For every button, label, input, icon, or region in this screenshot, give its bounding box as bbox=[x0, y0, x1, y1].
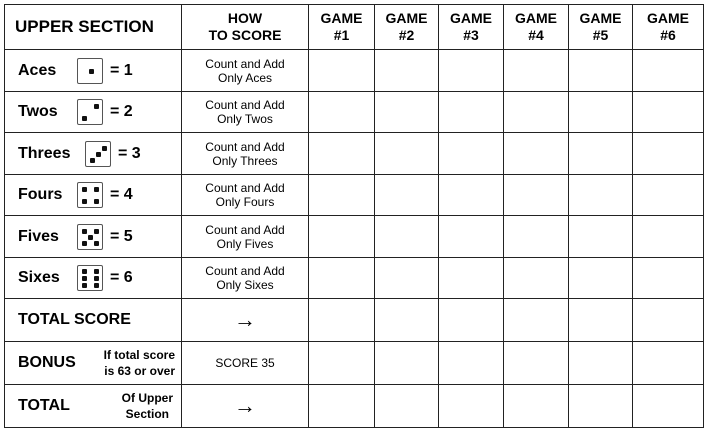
how-to-score-cell bbox=[182, 216, 309, 258]
category-label-cell bbox=[5, 216, 182, 258]
die-four-icon bbox=[77, 182, 103, 208]
score-cell[interactable] bbox=[309, 299, 375, 342]
die-pip bbox=[94, 276, 99, 281]
category-label-cell bbox=[5, 175, 182, 216]
score-cell[interactable] bbox=[375, 299, 439, 342]
score-cell[interactable] bbox=[569, 50, 633, 92]
bonus-label-cell bbox=[5, 342, 182, 385]
how-to-score-cell bbox=[182, 92, 309, 133]
category-label-cell bbox=[5, 92, 182, 133]
score-cell[interactable] bbox=[569, 385, 633, 428]
total-score-label-cell bbox=[5, 299, 182, 342]
how-line2: Only Sixes bbox=[216, 278, 274, 292]
how-line2: Only Twos bbox=[217, 112, 273, 126]
total-label-cell bbox=[5, 385, 182, 428]
score-cell[interactable] bbox=[309, 342, 375, 385]
game-header-number: #2 bbox=[398, 27, 415, 43]
game-header-2 bbox=[375, 5, 439, 50]
bonus-label: BONUS bbox=[18, 354, 76, 371]
score-cell[interactable] bbox=[504, 133, 569, 175]
header-row bbox=[5, 5, 704, 50]
die-pip bbox=[82, 229, 87, 234]
category-row-fours bbox=[5, 175, 704, 216]
category-row-twos bbox=[5, 92, 704, 133]
how-header-line2: TO SCORE bbox=[208, 27, 282, 43]
game-header-label: GAME bbox=[450, 10, 492, 26]
score-cell[interactable] bbox=[375, 133, 439, 175]
game-header-5 bbox=[569, 5, 633, 50]
score-cell[interactable] bbox=[633, 299, 704, 342]
score-cell[interactable] bbox=[439, 385, 504, 428]
die-pip bbox=[90, 158, 95, 163]
die-six-icon bbox=[77, 265, 103, 291]
die-pip bbox=[82, 199, 87, 204]
score-cell[interactable] bbox=[375, 50, 439, 92]
die-pip bbox=[89, 69, 94, 74]
die-pip bbox=[94, 104, 99, 109]
score-cell[interactable] bbox=[375, 92, 439, 133]
category-name: Fours bbox=[18, 186, 63, 203]
category-value: = 5 bbox=[110, 227, 133, 245]
section-title: UPPER SECTION bbox=[5, 5, 182, 50]
score-cell[interactable] bbox=[309, 216, 375, 258]
how-line1: Count and Add bbox=[205, 139, 285, 154]
score-cell[interactable] bbox=[633, 175, 704, 216]
category-value: = 4 bbox=[110, 186, 133, 203]
how-line1: Count and Add bbox=[205, 181, 285, 195]
score-cell[interactable] bbox=[569, 92, 633, 133]
category-value: = 1 bbox=[110, 61, 133, 79]
game-header-4 bbox=[504, 5, 569, 50]
upper-section-table bbox=[4, 4, 704, 428]
score-cell[interactable] bbox=[504, 299, 569, 342]
die-pip bbox=[94, 199, 99, 204]
score-cell[interactable] bbox=[633, 342, 704, 385]
bonus-note bbox=[104, 347, 175, 379]
how-to-score-cell bbox=[182, 50, 309, 92]
total-note-line2: Section bbox=[125, 407, 169, 421]
score-cell[interactable] bbox=[375, 175, 439, 216]
score-cell[interactable] bbox=[633, 92, 704, 133]
category-row-threes bbox=[5, 133, 704, 175]
total-note bbox=[122, 390, 173, 422]
how-to-score-cell bbox=[182, 175, 309, 216]
die-one-icon bbox=[77, 58, 103, 84]
how-to-score-header bbox=[182, 5, 309, 50]
score-cell[interactable] bbox=[439, 50, 504, 92]
score-cell[interactable] bbox=[309, 175, 375, 216]
game-header-label: GAME bbox=[515, 10, 557, 26]
score-cell[interactable] bbox=[439, 92, 504, 133]
game-header-label: GAME bbox=[320, 10, 363, 26]
score-cell[interactable] bbox=[569, 342, 633, 385]
score-cell[interactable] bbox=[439, 258, 504, 299]
die-two-icon bbox=[77, 99, 103, 125]
score-cell[interactable] bbox=[569, 175, 633, 216]
how-line2: Only Fours bbox=[215, 195, 275, 209]
score-cell[interactable] bbox=[504, 258, 569, 299]
score-cell[interactable] bbox=[504, 92, 569, 133]
game-header-number: #3 bbox=[463, 27, 479, 43]
bonus-row bbox=[5, 342, 704, 385]
die-pip bbox=[94, 229, 99, 234]
score-cell[interactable] bbox=[504, 342, 569, 385]
score-cell[interactable] bbox=[439, 216, 504, 258]
game-header-1 bbox=[309, 5, 375, 50]
die-pip bbox=[82, 269, 87, 274]
score-cell[interactable] bbox=[309, 50, 375, 92]
die-pip bbox=[88, 235, 93, 240]
game-header-6 bbox=[633, 5, 704, 50]
total-score-label: TOTAL SCORE bbox=[18, 311, 131, 328]
die-pip bbox=[94, 187, 99, 192]
right-arrow-icon: → bbox=[182, 385, 309, 428]
total-note-line1: Of Upper bbox=[121, 391, 173, 405]
category-row-fives bbox=[5, 216, 704, 258]
score-cell[interactable] bbox=[309, 92, 375, 133]
score-cell[interactable] bbox=[504, 385, 569, 428]
score-cell[interactable] bbox=[504, 216, 569, 258]
score-cell[interactable] bbox=[439, 299, 504, 342]
score-cell[interactable] bbox=[633, 385, 704, 428]
how-to-score-cell bbox=[182, 133, 309, 175]
score-cell[interactable] bbox=[569, 133, 633, 175]
score-cell[interactable] bbox=[309, 133, 375, 175]
category-name: Twos bbox=[18, 103, 58, 120]
game-header-number: #1 bbox=[333, 27, 350, 43]
game-header-number: #5 bbox=[592, 27, 609, 43]
score-cell[interactable] bbox=[439, 342, 504, 385]
game-header-number: #4 bbox=[528, 27, 544, 43]
die-pip bbox=[82, 283, 87, 288]
score-cell[interactable] bbox=[633, 133, 704, 175]
game-header-label: GAME bbox=[647, 10, 689, 26]
die-pip bbox=[82, 276, 87, 281]
total-label: TOTAL bbox=[18, 397, 70, 414]
total-row bbox=[5, 385, 704, 428]
score-cell[interactable] bbox=[375, 385, 439, 428]
score-cell[interactable] bbox=[569, 258, 633, 299]
bonus-note-line2: is 63 or over bbox=[104, 364, 175, 378]
score-cell[interactable] bbox=[504, 175, 569, 216]
category-label-cell bbox=[5, 133, 182, 175]
score-cell[interactable] bbox=[375, 342, 439, 385]
how-line1: Count and Add bbox=[205, 98, 285, 112]
category-name: Sixes bbox=[18, 269, 60, 286]
game-header-number: #6 bbox=[660, 27, 676, 43]
score-cell[interactable] bbox=[309, 385, 375, 428]
score-cell[interactable] bbox=[375, 258, 439, 299]
how-line1: Count and Add bbox=[205, 56, 285, 71]
category-value: = 6 bbox=[110, 269, 133, 286]
score-cell[interactable] bbox=[569, 216, 633, 258]
game-header-label: GAME bbox=[579, 10, 622, 26]
score-cell[interactable] bbox=[309, 258, 375, 299]
die-five-icon bbox=[77, 224, 103, 250]
category-label-cell bbox=[5, 50, 182, 92]
score-cell[interactable] bbox=[633, 50, 704, 92]
category-name: Fives bbox=[18, 227, 59, 245]
how-line2: Only Aces bbox=[217, 70, 273, 85]
die-pip bbox=[94, 241, 99, 246]
score-cell[interactable] bbox=[633, 216, 704, 258]
bonus-note-line1: If total score bbox=[103, 348, 175, 362]
category-name: Aces bbox=[18, 61, 57, 79]
how-to-score-cell bbox=[182, 258, 309, 299]
score-cell[interactable] bbox=[569, 299, 633, 342]
die-pip bbox=[94, 283, 99, 288]
how-line2: Only Threes bbox=[212, 153, 278, 168]
score-cell[interactable] bbox=[375, 216, 439, 258]
die-three-icon bbox=[85, 141, 111, 167]
category-row-aces bbox=[5, 50, 704, 92]
category-row-sixes bbox=[5, 258, 704, 299]
category-value: = 3 bbox=[118, 144, 141, 162]
game-header-3 bbox=[439, 5, 504, 50]
die-pip bbox=[96, 152, 101, 157]
how-line2: Only Fives bbox=[216, 236, 274, 251]
how-line1: Count and Add bbox=[205, 222, 285, 237]
right-arrow-icon: → bbox=[182, 299, 309, 342]
score-cell[interactable] bbox=[633, 258, 704, 299]
total-score-row bbox=[5, 299, 704, 342]
die-pip bbox=[94, 269, 99, 274]
how-line1: Count and Add bbox=[205, 264, 285, 278]
bonus-score-rule: SCORE 35 bbox=[182, 342, 309, 385]
category-value: = 2 bbox=[110, 103, 133, 120]
category-label-cell bbox=[5, 258, 182, 299]
game-header-label: GAME bbox=[385, 10, 428, 26]
category-name: Threes bbox=[18, 144, 71, 162]
die-pip bbox=[82, 187, 87, 192]
score-cell[interactable] bbox=[504, 50, 569, 92]
score-cell[interactable] bbox=[439, 175, 504, 216]
die-pip bbox=[82, 116, 87, 121]
how-header-line1: HOW bbox=[227, 10, 263, 26]
score-cell[interactable] bbox=[439, 133, 504, 175]
die-pip bbox=[102, 146, 107, 151]
die-pip bbox=[82, 241, 87, 246]
